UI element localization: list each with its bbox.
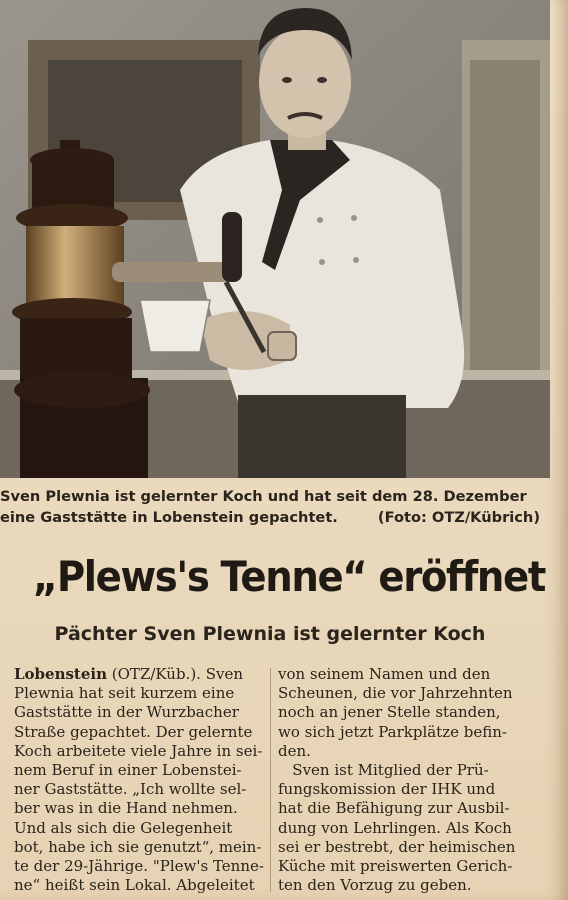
body-line: Scheunen, die vor Jahrzehnten	[278, 684, 513, 703]
body-line: Küche mit preiswerten Gerich-	[278, 856, 513, 875]
photo-caption	[0, 486, 548, 528]
dateline: Lobenstein	[14, 665, 108, 683]
caption-line-1: Sven Plewnia ist gelernter Koch und hat seit dem 28. Dezember	[0, 488, 527, 505]
article-subheadline: Pächter Sven Plewnia ist gelernter Koch	[54, 623, 486, 645]
body-line: dung von Lehrlingen. Als Koch	[278, 818, 512, 837]
column-divider	[270, 668, 271, 892]
body-line	[14, 665, 266, 684]
body-line: Straße gepachtet. Der gelernte	[14, 722, 253, 741]
body-line: te der 29-Jährige. "Plew's Tenne-	[14, 856, 264, 875]
photo-credit: (Foto: OTZ/Kübrich)	[377, 509, 540, 526]
caption-line-2-text: eine Gaststätte in Lobenstein gepachtet.	[0, 509, 338, 526]
article-column-left	[14, 665, 266, 895]
body-line: Und als sich die Gelegenheit	[14, 818, 233, 837]
body-line: noch an jener Stelle standen,	[278, 703, 501, 722]
body-line: den.	[278, 741, 311, 760]
body-line: ner Gaststätte. „Ich wollte sel-	[14, 780, 247, 799]
body-line: ten den Vorzug zu geben.	[278, 876, 472, 895]
body-line-text: (OTZ/Küb.). Sven	[107, 665, 243, 683]
body-line: fungskomission der IHK und	[278, 780, 496, 799]
body-line: ber was in die Hand nehmen.	[14, 799, 238, 818]
body-line: Koch arbeitete viele Jahre in sei-	[14, 741, 263, 760]
body-line: Sven ist Mitglied der Prü-	[278, 760, 489, 779]
body-line: Gaststätte in der Wurzbacher	[14, 703, 239, 722]
body-line: Plewnia hat seit kurzem eine	[14, 684, 235, 703]
article-headline: „Plews's Tenne“ eröffnet	[32, 552, 545, 601]
body-line: von seinem Namen und den	[278, 665, 491, 683]
body-line: sei er bestrebt, der heimischen	[278, 837, 516, 856]
caption-line-2	[0, 507, 548, 528]
body-line: bot, habe ich sie genutzt“, mein-	[14, 837, 262, 856]
body-line: nem Beruf in einer Lobenstei-	[14, 760, 242, 779]
body-line: ne“ heißt sein Lokal. Abgeleitet	[14, 876, 255, 895]
article-column-right	[278, 665, 536, 895]
body-line: wo sich jetzt Parkplätze befin-	[278, 722, 507, 741]
body-line: hat die Befähigung zur Ausbil-	[278, 799, 510, 818]
